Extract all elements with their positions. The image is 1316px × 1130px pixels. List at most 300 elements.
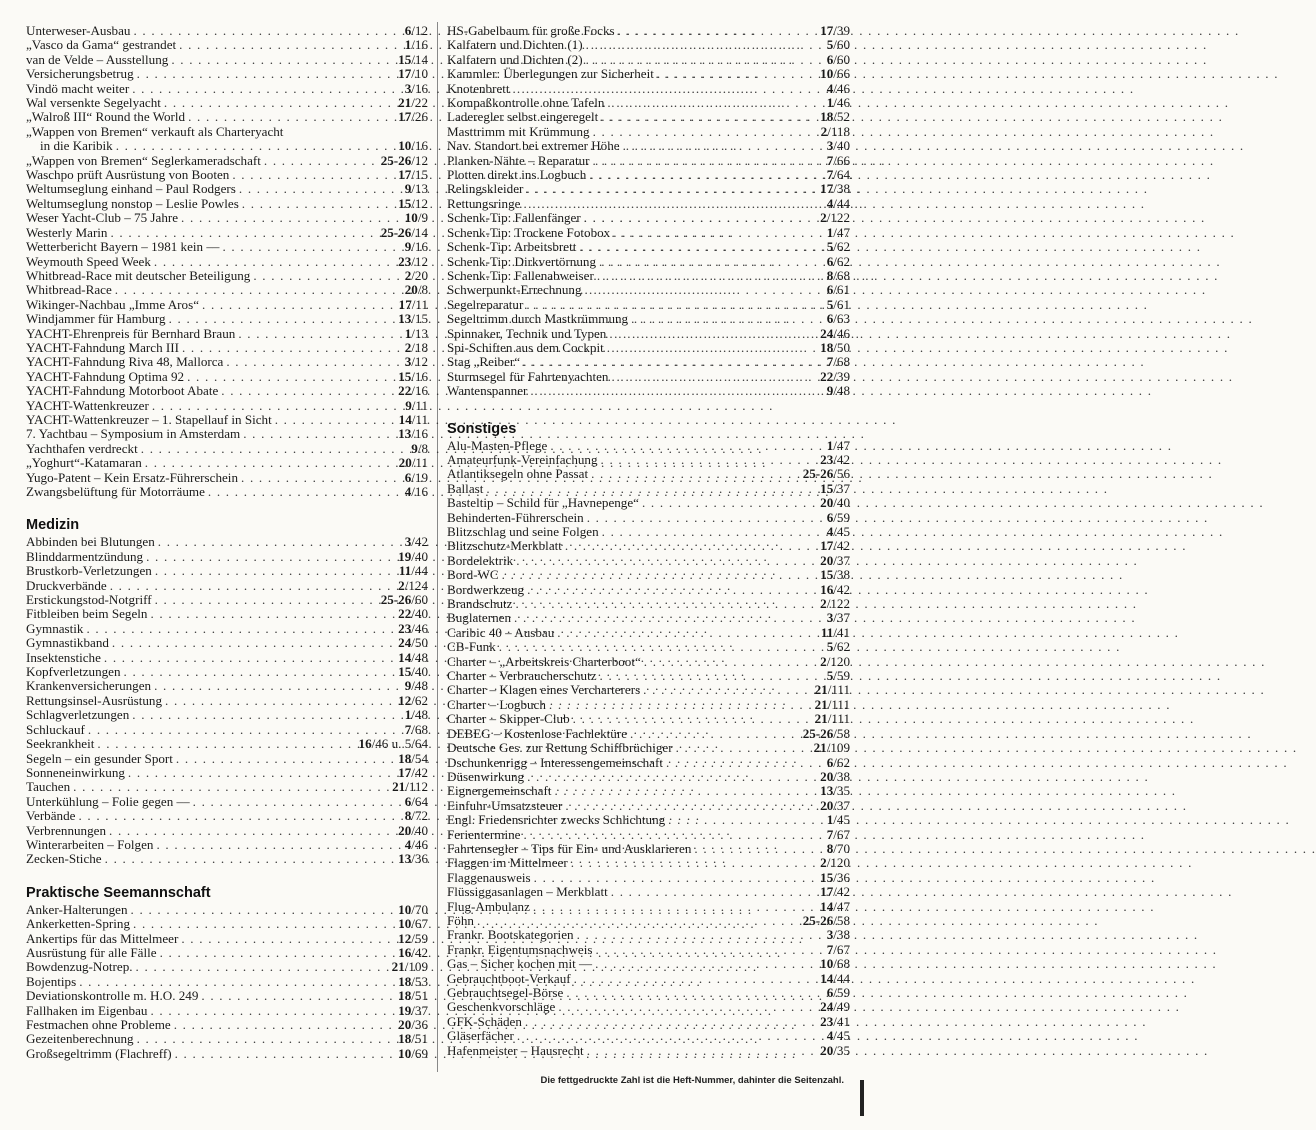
section-sonstiges — [447, 421, 850, 1058]
page-number: 22 — [414, 95, 428, 111]
page-number: 48 — [414, 678, 428, 694]
entry-title: Flaggenausweis — [447, 869, 531, 885]
index-entry — [447, 683, 850, 697]
index-entry — [26, 226, 428, 240]
entry-title: Hafenmeister – Hausrecht — [447, 1042, 584, 1058]
issue-number: 18 — [820, 109, 834, 125]
entry-ref: 15/12 — [398, 195, 428, 211]
entry-ref: 12/59 — [398, 930, 428, 946]
page-number: 59 — [836, 509, 850, 525]
index-entry — [447, 871, 850, 885]
page-number: 39 — [836, 368, 850, 384]
index-entry — [26, 240, 428, 254]
leader-dots — [133, 917, 395, 931]
leader-dots — [593, 154, 824, 168]
issue-number: 1 — [826, 437, 834, 453]
entry-title: Kammler: Überlegungen zur Sicherheit — [447, 66, 654, 82]
entry-ref: 21/109 — [391, 959, 428, 975]
page-number: 59 — [836, 985, 850, 1000]
index-entry — [447, 525, 850, 539]
entry-ref: 14/48 — [398, 649, 428, 665]
entry-title: Blitzschlag und seine Folgen — [447, 524, 599, 539]
issue-number: 20 — [820, 552, 834, 568]
entry-title: Buglaternen — [447, 610, 511, 626]
entry-title: Sturmsegel für Fahrtenyachten — [447, 368, 609, 384]
entry-ref: 10/69 — [398, 1045, 428, 1061]
issue-number: 22 — [820, 368, 834, 384]
leader-dots — [666, 756, 824, 770]
index-entry — [26, 53, 428, 67]
issue-number: 21 — [813, 740, 827, 756]
index-entry — [26, 298, 428, 312]
index-entry — [26, 679, 428, 693]
entry-ref: 21/111 — [814, 696, 850, 712]
issue-number: 2 — [820, 210, 827, 226]
page-number: 11 — [415, 411, 428, 427]
index-entry — [447, 1000, 850, 1014]
page-number: 11 — [415, 455, 428, 471]
page-number: 122 — [830, 596, 850, 612]
page-number: 8 — [421, 282, 428, 298]
entry-ref: 17/10 — [398, 66, 428, 82]
page-number: 12 — [414, 152, 428, 168]
issue-number: 4 — [826, 1028, 834, 1044]
entry-ref: 17/11 — [398, 296, 428, 312]
entry-title: Schluckauf — [26, 721, 85, 737]
entry-title: Whitbread-Race — [26, 282, 112, 298]
issue-number: 1 — [826, 812, 834, 828]
entry-title: Gymnastik — [26, 620, 84, 636]
index-entry — [447, 255, 850, 269]
leader-dots — [533, 900, 817, 914]
leader-dots — [477, 914, 800, 928]
entry-ref: 13/35 — [820, 783, 850, 799]
issue-number: 20 — [820, 768, 834, 784]
leader-dots — [502, 568, 818, 582]
issue-number: 8 — [826, 267, 834, 283]
entry-title: Gezeitenberechnung — [26, 1031, 134, 1047]
issue-number: 6 — [826, 509, 834, 525]
entry-ref: 21/109 — [813, 740, 850, 756]
leader-dots — [523, 197, 823, 211]
index-entry — [447, 182, 850, 196]
leader-dots — [154, 679, 402, 693]
leader-dots — [526, 182, 817, 196]
index-entry — [447, 597, 850, 611]
issue-number: 15 — [398, 664, 412, 680]
entry-ref: 19/37 — [398, 1002, 428, 1018]
page-number: 11 — [415, 296, 428, 312]
leader-dots — [88, 723, 402, 737]
entry-title: Ballast — [447, 480, 484, 496]
issue-number: 2 — [820, 653, 827, 669]
entry-ref: 11/44 — [398, 563, 428, 579]
entry-title: Flüssiggasanlagen – Merkblatt — [447, 884, 608, 900]
index-entry — [26, 370, 428, 384]
index-entry — [26, 1004, 428, 1018]
entry-ref: 13/16 — [398, 426, 428, 442]
issue-number: 4 — [826, 195, 834, 211]
issue-number: 7 — [826, 167, 834, 183]
issue-number: 4 — [826, 524, 834, 539]
entry-title: Schwerpunkt-Errechnung — [447, 282, 582, 298]
entry-title: Caribic 40 – Ausbau — [447, 624, 555, 640]
entry-ref: 3/38 — [826, 927, 850, 943]
index-entry — [447, 842, 850, 856]
entry-ref: 19/40 — [398, 548, 428, 564]
issue-number: 2 — [398, 577, 405, 593]
issue-number: 23 — [820, 1013, 834, 1029]
entry-ref: 13/15 — [398, 311, 428, 327]
page-number: 11 — [415, 397, 428, 413]
index-entry — [447, 341, 850, 355]
page-number: 12 — [414, 354, 428, 370]
entry-title: van de Velde – Ausstellung — [26, 51, 169, 67]
leader-dots — [73, 780, 389, 794]
issue-number: 13 — [820, 783, 834, 799]
page-number: 40 — [836, 138, 850, 154]
index-entry — [447, 298, 850, 312]
entry-ref: 20/40 — [398, 822, 428, 838]
entry-ref: 1/46 — [826, 95, 850, 111]
page-number: 63 — [836, 311, 850, 327]
leader-dots — [642, 496, 817, 510]
issue-number: 9 — [404, 678, 412, 694]
entry-title: Westerly Marin — [26, 224, 108, 240]
leader-dots — [591, 467, 800, 481]
issue-number: 17 — [398, 167, 412, 183]
page-number: 36 — [414, 851, 428, 867]
page-number: 124 — [408, 577, 428, 593]
entry-title: Düsenwirkung — [447, 768, 525, 784]
entry-title: Deviationskontrolle m. H.O. 249 — [26, 988, 199, 1004]
leader-dots — [243, 427, 395, 441]
entry-title: Abbinden bei Blutungen — [26, 534, 155, 550]
entry-title: YACHT-Wattenkreuzer – 1. Stapellauf in Sicht — [26, 411, 272, 427]
index-entry — [447, 24, 850, 38]
leader-dots — [631, 312, 824, 326]
issue-number: 2 — [404, 267, 412, 283]
leader-dots — [565, 799, 817, 813]
page-number: 36 — [414, 1017, 428, 1032]
index-entry — [26, 737, 428, 751]
issue-number: 20 — [404, 282, 418, 298]
index-entry — [26, 442, 428, 456]
entry-title: Brustkorb-Verletzungen — [26, 563, 152, 579]
entry-list-medizin — [26, 535, 428, 866]
page-number: 46 — [836, 325, 850, 341]
leader-dots — [181, 932, 395, 946]
entry-list-sonstiges — [447, 439, 850, 1058]
index-entry — [447, 211, 850, 225]
entry-title: Frankr. Eigentumsnachweis — [447, 941, 593, 957]
page-number: 40 — [414, 606, 428, 622]
issue-number: 1 — [826, 224, 834, 240]
entry-title: Frankr. Bootskategorien — [447, 927, 574, 943]
entry-title: Flaggen im Mittelmeer — [447, 855, 568, 871]
page-number: 48 — [414, 649, 428, 665]
leader-dots — [239, 182, 402, 196]
page-number: 112 — [408, 779, 428, 795]
leader-dots — [587, 511, 824, 525]
entry-title: Segelreparatur — [447, 296, 524, 312]
index-entry — [26, 168, 428, 182]
entry-ref: 9/48 — [404, 678, 428, 694]
entry-title: Gläserfächer — [447, 1028, 514, 1044]
entry-title: Wal versenkte Segelyacht — [26, 95, 161, 111]
leader-dots — [176, 752, 395, 766]
page-number: 12 — [414, 253, 428, 269]
page-number: 68 — [836, 956, 850, 972]
page-number: 58 — [836, 725, 850, 741]
entry-title: Verbrennungen — [26, 822, 106, 838]
entry-title: Spinnaker, Technik und Typen — [447, 325, 607, 341]
page-number: 122 — [830, 210, 850, 226]
page-number: 14 — [414, 224, 428, 240]
entry-title: Zwangsbelüftung für Motorräume — [26, 484, 205, 499]
leader-dots — [181, 211, 402, 225]
leader-dots — [609, 327, 817, 341]
page-number: 13 — [414, 181, 428, 197]
index-entry — [447, 554, 850, 568]
issue-number: 18 — [398, 988, 412, 1004]
entry-title: Unterkühlung – Folie gegen –– — [26, 793, 190, 809]
entry-title: Stag „Reiber“ — [447, 354, 521, 370]
entry-title: Krankenversicherungen — [26, 678, 152, 694]
entry-title: Erstickungstod-Notgriff — [26, 592, 152, 608]
issue-number: 21 — [391, 959, 405, 975]
entry-ref: 7/66 — [826, 152, 850, 168]
issue-number: 16 — [820, 581, 834, 597]
entry-ref: 5/60 — [826, 37, 850, 53]
issue-number: 3 — [826, 610, 834, 626]
index-entry — [447, 568, 850, 582]
index-entry — [447, 914, 850, 928]
leader-dots — [586, 38, 824, 52]
entry-title: Vindö macht weiter — [26, 80, 130, 96]
entry-ref: 7/64 — [826, 167, 850, 183]
page-number: 120 — [830, 855, 850, 871]
entry-ref: 25-26/14 — [380, 224, 428, 240]
leader-dots — [514, 611, 824, 625]
page-number: 42 — [836, 538, 850, 554]
page-number: 20 — [414, 267, 428, 283]
entry-ref: 15/36 — [820, 869, 850, 885]
entry-title: Bordwerkzeug — [447, 581, 525, 597]
leader-dots — [169, 312, 396, 326]
entry-title: Masttrimm mit Krümmung — [447, 123, 590, 139]
page-number: 70 — [414, 901, 428, 917]
index-entry — [26, 211, 428, 225]
leader-dots — [86, 622, 395, 636]
page-number: 19 — [414, 469, 428, 485]
entry-title: Spi-Schiften aus dem Cockpit — [447, 339, 604, 355]
index-entry — [447, 283, 850, 297]
page-number: 61 — [836, 296, 850, 312]
entry-ref: 21/111 — [814, 682, 850, 698]
page-number: 16 — [414, 239, 428, 255]
index-entry — [26, 384, 428, 398]
index-entry — [26, 607, 428, 621]
leader-dots — [275, 413, 396, 427]
entry-ref: 22/39 — [820, 368, 850, 384]
page-number: 18 — [414, 339, 428, 355]
issue-number: 6 — [826, 985, 834, 1000]
leader-dots — [171, 53, 395, 67]
leader-dots — [78, 809, 401, 823]
leader-dots — [571, 856, 817, 870]
index-entry — [447, 972, 850, 986]
entry-ref: 25-26/60 — [380, 592, 428, 608]
entry-ref: 2/120 — [820, 855, 850, 871]
entry-ref: 2/118 — [820, 123, 850, 139]
leader-dots — [587, 1044, 817, 1058]
issue-number: 8 — [404, 808, 412, 824]
page-number: 56 — [836, 466, 850, 482]
page-number: 42 — [836, 884, 850, 900]
entry-ref: 8/70 — [826, 840, 850, 856]
page-number: 47 — [836, 224, 850, 240]
leader-dots — [558, 1000, 817, 1014]
issue-number: 13 — [398, 851, 412, 867]
issue-number: 6 — [826, 51, 834, 67]
index-entry — [447, 756, 850, 770]
entry-title: Kopfverletzungen — [26, 664, 121, 680]
leader-dots — [222, 240, 401, 254]
right-column — [447, 24, 850, 1058]
index-entry — [447, 439, 850, 453]
entry-ref: 18/50 — [820, 339, 850, 355]
page-number: 62 — [836, 239, 850, 255]
issue-number: 20 — [820, 495, 834, 511]
entry-ref: 15/14 — [398, 51, 428, 67]
entry-title: Festmachen ohne Probleme — [26, 1017, 171, 1032]
leader-dots — [188, 110, 395, 124]
index-entry — [447, 943, 850, 957]
leader-dots — [611, 885, 817, 899]
page-number: 46 — [836, 80, 850, 96]
index-entry — [26, 795, 428, 809]
leader-dots — [595, 957, 817, 971]
page-number: 38 — [836, 768, 850, 784]
entry-ref: 20/40 — [820, 495, 850, 511]
entry-ref: 6/19 — [404, 469, 428, 485]
entry-title: Schenk-Tip: Dirkvertörnung — [447, 253, 596, 269]
page-number: 66 — [836, 152, 850, 168]
entry-ref: 6/63 — [826, 311, 850, 327]
entry-title: „Yoghurt“-Katamaran — [26, 455, 142, 471]
issue-number: 21 — [814, 696, 828, 712]
entry-ref: 2/124 — [398, 577, 428, 593]
leader-dots — [201, 989, 395, 1003]
entry-title: Weymouth Speed Week — [26, 253, 151, 269]
issue-number: 7 — [826, 354, 834, 370]
entry-ref: 17/39 — [820, 23, 850, 38]
entry-ref: 22/16 — [398, 383, 428, 399]
index-entry — [447, 900, 850, 914]
entry-ref: 17/42 — [820, 538, 850, 554]
entry-title: Versicherungsbetrug — [26, 66, 134, 82]
issue-number: 4 — [404, 836, 412, 852]
entry-title: YACHT-Fahndung March III — [26, 339, 179, 355]
page-number: 67 — [414, 916, 428, 932]
entry-ref: 6/61 — [826, 282, 850, 298]
issue-number: 24 — [820, 999, 834, 1015]
entry-ref: 5/62 — [826, 239, 850, 255]
entry-ref: 7/68 — [826, 354, 850, 370]
issue-number: 21 — [392, 779, 406, 795]
page-number: 40 — [414, 548, 428, 564]
leader-dots — [584, 211, 817, 225]
index-entry — [26, 852, 428, 866]
issue-number: 6 — [826, 311, 834, 327]
index-entry — [447, 1044, 850, 1058]
entry-ref: 16/42 — [398, 944, 428, 960]
leader-dots — [657, 67, 817, 81]
index-entry-wrapped — [26, 125, 428, 154]
entry-ref: 10/70 — [398, 901, 428, 917]
page-number: 14 — [414, 51, 428, 67]
issue-number: 1 — [404, 707, 412, 723]
entry-ref: 23/46 — [398, 620, 428, 636]
entry-title: „Wappen von Bremen“ Seglerkameradschaft — [26, 152, 261, 168]
issue-number: 4 — [826, 80, 834, 96]
entry-ref: 8/68 — [826, 267, 850, 283]
index-entry — [26, 110, 428, 124]
entry-title: Schenk-Tip: Fallenabweiser — [447, 267, 594, 283]
entry-ref: 18/53 — [398, 973, 428, 989]
entry-ref: 25-26/58 — [802, 725, 850, 741]
issue-number: 10 — [398, 138, 412, 154]
issue-number: 12 — [398, 930, 412, 946]
page-number: 60 — [836, 37, 850, 53]
entry-title: Sonneneinwirkung — [26, 764, 125, 780]
entry-title: Gas – Sicher kochen mit –– — [447, 956, 593, 972]
section-heading: Praktische Seemannschaft — [26, 884, 211, 901]
page-number: 46 u. 5/64 — [375, 736, 428, 752]
page-number: 12 — [414, 195, 428, 211]
entry-ref: 3/37 — [826, 610, 850, 626]
entry-title: Verbände — [26, 808, 76, 824]
entry-ref: 9/48 — [826, 383, 850, 399]
issue-number: 6 — [404, 469, 412, 485]
issue-number: 12 — [398, 692, 412, 708]
issue-number: 17 — [820, 181, 834, 197]
entry-title: Föhn — [447, 912, 474, 928]
entry-title: Seekrankheit — [26, 736, 95, 752]
page-number: 42 — [414, 534, 428, 550]
page-number: 16 — [414, 383, 428, 399]
issue-number: 17 — [820, 23, 834, 38]
entry-title: YACHT-Fahndung Motorboot Abate — [26, 383, 219, 399]
entry-ref: 1/13 — [404, 325, 428, 341]
index-entry — [26, 946, 428, 960]
issue-number: 17 — [820, 884, 834, 900]
index-entry — [447, 784, 850, 798]
leader-dots — [146, 550, 395, 564]
index-entry — [26, 723, 428, 737]
index-entry — [447, 496, 850, 510]
entry-title: Ausrüstung für alle Fälle — [26, 944, 157, 960]
page-number: 46 — [836, 95, 850, 111]
issue-number: 17 — [398, 764, 412, 780]
entry-title: „Walroß III“ Round the World — [26, 109, 186, 125]
entry-ref: 15/37 — [820, 480, 850, 496]
entry-title: Brandschutz — [447, 596, 513, 612]
entry-ref: 6/60 — [826, 51, 850, 67]
leader-dots — [644, 655, 817, 669]
entry-title: Ankertips für das Mittelmeer — [26, 930, 179, 946]
